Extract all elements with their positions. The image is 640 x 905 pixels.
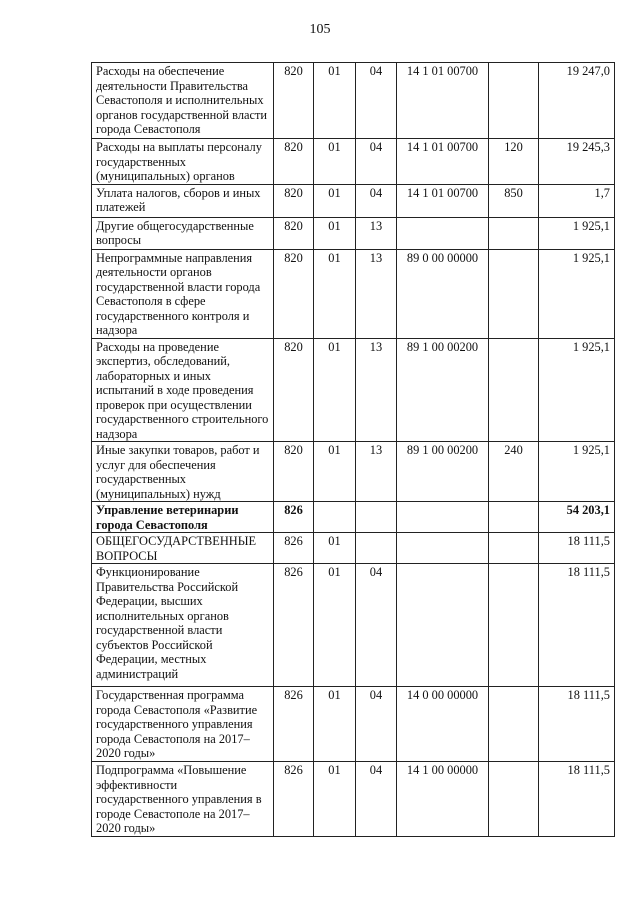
amount-cell: 54 203,1 bbox=[539, 502, 615, 533]
ministry-code-cell: 820 bbox=[274, 442, 314, 502]
target-article-code-cell: 89 1 00 00200 bbox=[397, 338, 489, 442]
row-name-cell: Другие общегосударственные вопросы bbox=[92, 217, 274, 249]
row-name-cell: Расходы на выплаты персоналу государственных (муниципальных) органов bbox=[92, 139, 274, 185]
amount-cell: 1,7 bbox=[539, 184, 615, 217]
amount-cell: 19 247,0 bbox=[539, 63, 615, 139]
target-article-code-cell: 14 1 01 00700 bbox=[397, 184, 489, 217]
expense-type-code-cell bbox=[489, 63, 539, 139]
table-row bbox=[92, 184, 615, 217]
target-article-code-cell bbox=[397, 533, 489, 564]
budget-table bbox=[91, 62, 615, 837]
amount-cell: 18 111,5 bbox=[539, 687, 615, 762]
section-code-cell bbox=[314, 502, 356, 533]
expense-type-code-cell bbox=[489, 564, 539, 687]
subsection-code-cell: 04 bbox=[356, 687, 397, 762]
table-row bbox=[92, 249, 615, 338]
table-row bbox=[92, 687, 615, 762]
section-code-cell: 01 bbox=[314, 184, 356, 217]
expense-type-code-cell bbox=[489, 502, 539, 533]
expense-type-code-cell bbox=[489, 249, 539, 338]
row-name-cell: Непрограммные направления деятельности органов государственной власти города Севастополя в сфере государственного контроля и надзора bbox=[92, 249, 274, 338]
ministry-code-cell: 820 bbox=[274, 63, 314, 139]
table-row bbox=[92, 533, 615, 564]
amount-cell: 18 111,5 bbox=[539, 564, 615, 687]
section-code-cell: 01 bbox=[314, 564, 356, 687]
table-row bbox=[92, 217, 615, 249]
row-name-cell: Расходы на обеспечение деятельности Правительства Севастополя и исполнительных органов государственной власти города Севастополя bbox=[92, 63, 274, 139]
expense-type-code-cell: 240 bbox=[489, 442, 539, 502]
ministry-code-cell: 826 bbox=[274, 564, 314, 687]
section-code-cell: 01 bbox=[314, 63, 356, 139]
subsection-code-cell: 04 bbox=[356, 564, 397, 687]
ministry-code-cell: 820 bbox=[274, 338, 314, 442]
target-article-code-cell: 89 0 00 00000 bbox=[397, 249, 489, 338]
subsection-code-cell: 04 bbox=[356, 139, 397, 185]
row-name-cell: Уплата налогов, сборов и иных платежей bbox=[92, 184, 274, 217]
expense-type-code-cell: 850 bbox=[489, 184, 539, 217]
expense-type-code-cell bbox=[489, 217, 539, 249]
amount-cell: 18 111,5 bbox=[539, 533, 615, 564]
target-article-code-cell: 14 0 00 00000 bbox=[397, 687, 489, 762]
amount-cell: 1 925,1 bbox=[539, 217, 615, 249]
table-row bbox=[92, 762, 615, 837]
expense-type-code-cell bbox=[489, 338, 539, 442]
target-article-code-cell: 14 1 01 00700 bbox=[397, 139, 489, 185]
ministry-code-cell: 820 bbox=[274, 139, 314, 185]
row-name-cell: Иные закупки товаров, работ и услуг для обеспечения государственных (муниципальных) нужд bbox=[92, 442, 274, 502]
ministry-code-cell: 826 bbox=[274, 687, 314, 762]
row-name-cell: Расходы на проведение экспертиз, обследований, лабораторных и иных испытаний в ходе проведения проверок при осуществлении государственного строительного надзора bbox=[92, 338, 274, 442]
ministry-code-cell: 826 bbox=[274, 762, 314, 837]
page-number: 105 bbox=[309, 22, 331, 37]
table-row bbox=[92, 502, 615, 533]
subsection-code-cell: 13 bbox=[356, 249, 397, 338]
ministry-code-cell: 820 bbox=[274, 249, 314, 338]
expense-type-code-cell: 120 bbox=[489, 139, 539, 185]
section-code-cell: 01 bbox=[314, 442, 356, 502]
subsection-code-cell: 13 bbox=[356, 338, 397, 442]
section-code-cell: 01 bbox=[314, 687, 356, 762]
amount-cell: 19 245,3 bbox=[539, 139, 615, 185]
section-code-cell: 01 bbox=[314, 762, 356, 837]
amount-cell: 1 925,1 bbox=[539, 338, 615, 442]
ministry-code-cell: 820 bbox=[274, 184, 314, 217]
expense-type-code-cell bbox=[489, 533, 539, 564]
section-code-cell: 01 bbox=[314, 139, 356, 185]
row-name-cell: Функционирование Правительства Российской Федерации, высших исполнительных органов государственной власти субъектов Российской Федерации, местных администраций bbox=[92, 564, 274, 687]
table-row bbox=[92, 442, 615, 502]
section-code-cell: 01 bbox=[314, 533, 356, 564]
subsection-code-cell: 04 bbox=[356, 63, 397, 139]
row-name-cell: Подпрограмма «Повышение эффективности государственного управления в городе Севастополе на 2017–2020 годы» bbox=[92, 762, 274, 837]
target-article-code-cell: 14 1 01 00700 bbox=[397, 63, 489, 139]
subsection-code-cell bbox=[356, 502, 397, 533]
target-article-code-cell bbox=[397, 502, 489, 533]
table-row bbox=[92, 139, 615, 185]
subsection-code-cell bbox=[356, 533, 397, 564]
subsection-code-cell: 13 bbox=[356, 217, 397, 249]
table-row bbox=[92, 564, 615, 687]
section-code-cell: 01 bbox=[314, 338, 356, 442]
target-article-code-cell bbox=[397, 564, 489, 687]
target-article-code-cell: 14 1 00 00000 bbox=[397, 762, 489, 837]
expense-type-code-cell bbox=[489, 762, 539, 837]
table-row bbox=[92, 338, 615, 442]
ministry-code-cell: 826 bbox=[274, 502, 314, 533]
expense-type-code-cell bbox=[489, 687, 539, 762]
row-name-cell: Государственная программа города Севастополя «Развитие государственного управления города Севастополя на 2017–2020 годы» bbox=[92, 687, 274, 762]
section-code-cell: 01 bbox=[314, 249, 356, 338]
ministry-code-cell: 826 bbox=[274, 533, 314, 564]
table-row bbox=[92, 63, 615, 139]
section-code-cell: 01 bbox=[314, 217, 356, 249]
ministry-code-cell: 820 bbox=[274, 217, 314, 249]
amount-cell: 18 111,5 bbox=[539, 762, 615, 837]
subsection-code-cell: 04 bbox=[356, 762, 397, 837]
row-name-cell: ОБЩЕГОСУДАРСТВЕННЫЕ ВОПРОСЫ bbox=[92, 533, 274, 564]
subsection-code-cell: 04 bbox=[356, 184, 397, 217]
amount-cell: 1 925,1 bbox=[539, 249, 615, 338]
target-article-code-cell bbox=[397, 217, 489, 249]
amount-cell: 1 925,1 bbox=[539, 442, 615, 502]
subsection-code-cell: 13 bbox=[356, 442, 397, 502]
row-name-cell: Управление ветеринарии города Севастополя bbox=[92, 502, 274, 533]
target-article-code-cell: 89 1 00 00200 bbox=[397, 442, 489, 502]
